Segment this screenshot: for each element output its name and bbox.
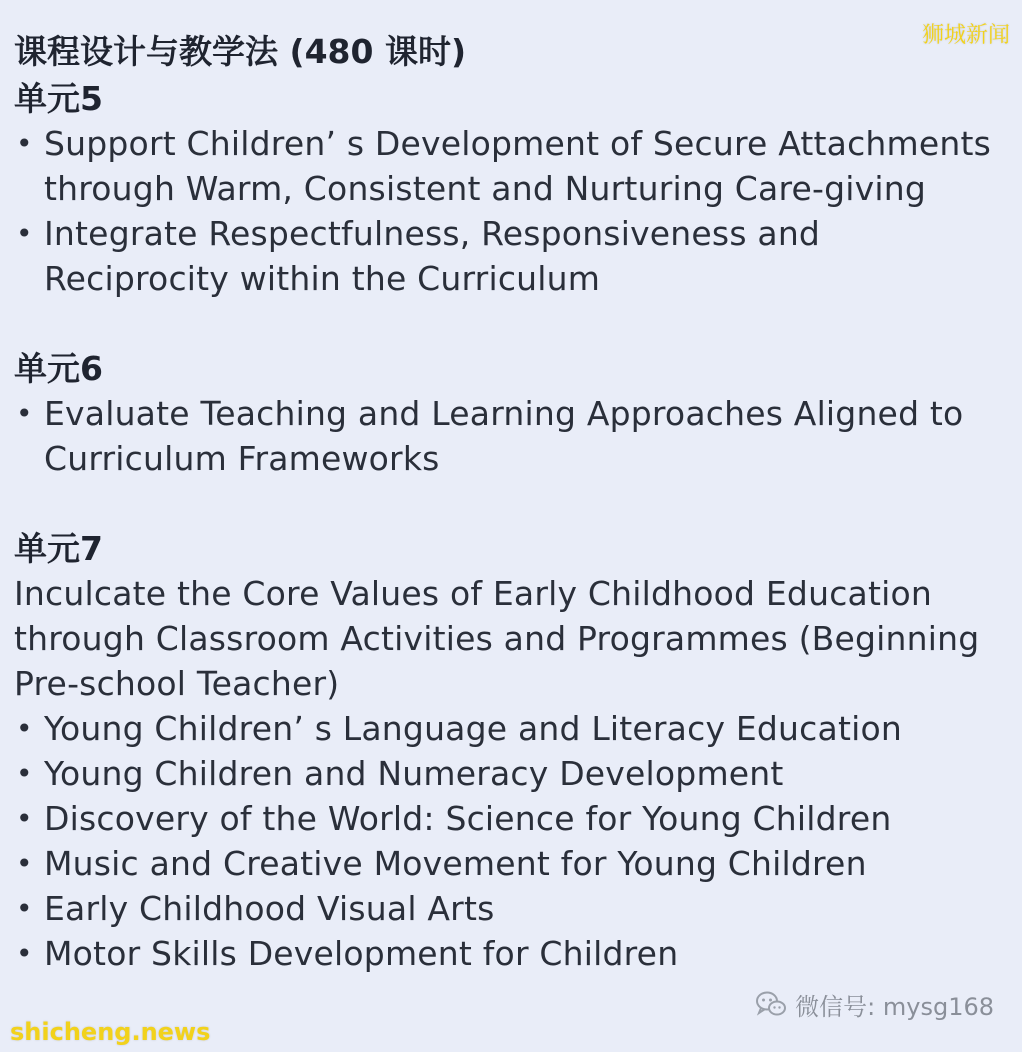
bullet-icon: • <box>16 217 33 250</box>
watermark-top: 狮城新闻 <box>921 23 1010 48</box>
bullet-icon: • <box>16 712 33 745</box>
list-item <box>14 391 1014 481</box>
page-title: 课程设计与教学法 (480 课时) <box>14 32 467 71</box>
list-item-text: Early Childhood Visual Arts <box>44 889 495 928</box>
wechat-watermark <box>755 986 994 1022</box>
bullet-icon: • <box>16 892 33 925</box>
unit-5-heading: 单元5 <box>14 79 103 118</box>
list-item-text: Young Children’ s Language and Literacy Education <box>44 709 902 748</box>
unit-7-list <box>14 706 1014 976</box>
wechat-icon <box>755 989 787 1019</box>
list-item <box>14 121 1014 211</box>
spacer <box>14 481 1014 526</box>
bullet-icon: • <box>16 127 33 160</box>
list-item <box>14 886 1014 931</box>
document <box>14 28 1014 976</box>
unit-5-list <box>14 121 1014 301</box>
unit-7-intro: Inculcate the Core Values of Early Childhood Education through Classroom Activities and Programmes (Beginning Pre-school Teacher) <box>14 574 980 703</box>
list-item-text: Music and Creative Movement for Young Children <box>44 844 867 883</box>
list-item <box>14 841 1014 886</box>
bullet-icon: • <box>16 937 33 970</box>
list-item-text: Evaluate Teaching and Learning Approaches Aligned to Curriculum Frameworks <box>44 394 964 478</box>
bullet-icon: • <box>16 397 33 430</box>
list-item-text: Discovery of the World: Science for Young Children <box>44 799 892 838</box>
unit-6-list <box>14 391 1014 481</box>
bullet-icon: • <box>16 847 33 880</box>
list-item <box>14 211 1014 301</box>
bullet-icon: • <box>16 802 33 835</box>
unit-6-heading: 单元6 <box>14 349 103 388</box>
unit-7-heading: 单元7 <box>14 529 103 568</box>
list-item <box>14 796 1014 841</box>
spacer <box>14 301 1014 346</box>
list-item <box>14 931 1014 976</box>
list-item <box>14 706 1014 751</box>
watermark-bottom: shicheng.news <box>10 1018 211 1046</box>
wechat-id: 微信号: mysg168 <box>795 992 994 1021</box>
list-item <box>14 751 1014 796</box>
bullet-icon: • <box>16 757 33 790</box>
list-item-text: Young Children and Numeracy Development <box>44 754 784 793</box>
list-item-text: Support Children’ s Development of Secure Attachments through Warm, Consistent and Nurturing Care-giving <box>44 124 992 208</box>
list-item-text: Integrate Respectfulness, Responsiveness and Reciprocity within the Curriculum <box>44 214 821 298</box>
list-item-text: Motor Skills Development for Children <box>44 934 679 973</box>
